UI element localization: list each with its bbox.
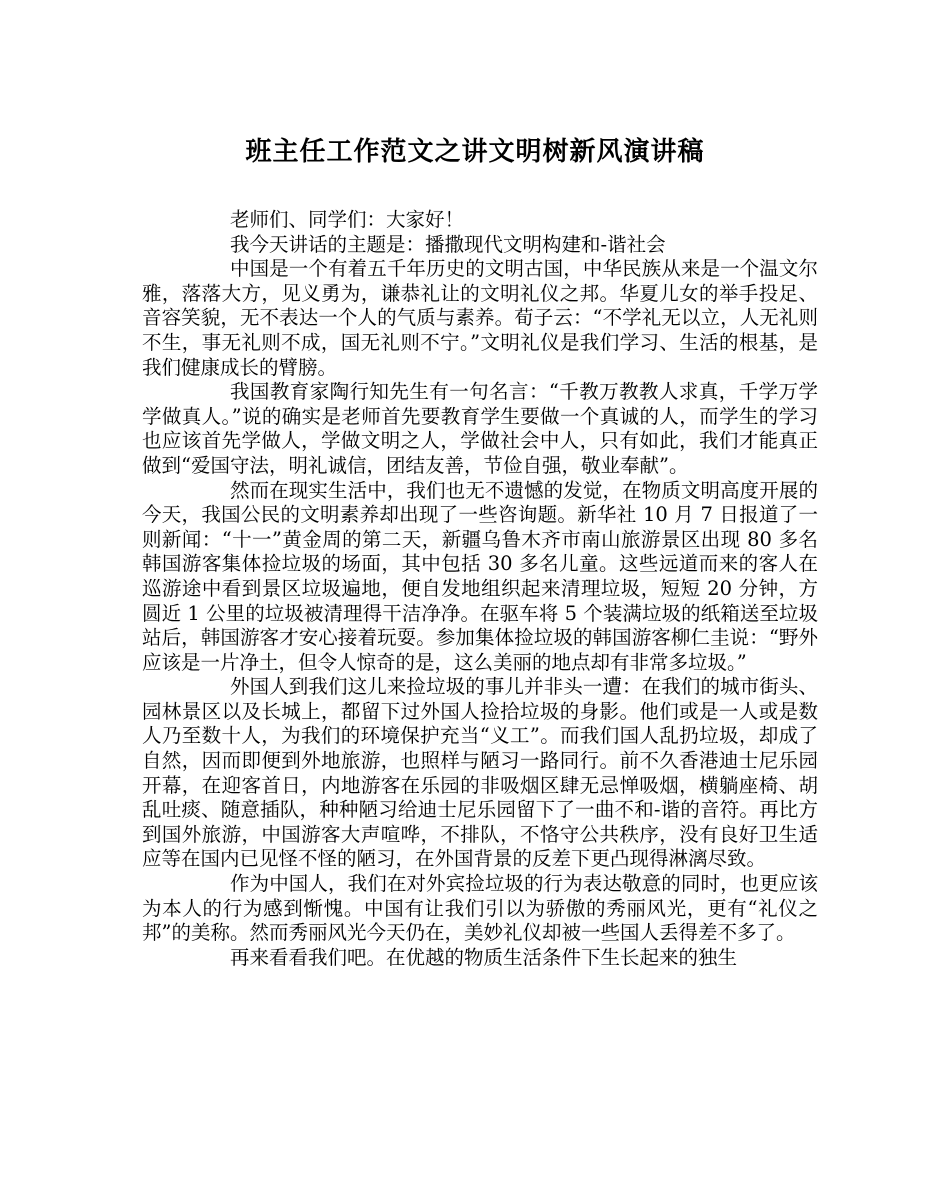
body-paragraph: 再来看看我们吧。在优越的物质生活条件下生长起来的独生 <box>230 945 738 969</box>
greeting-paragraph: 老师们、同学们：大家好！ <box>230 208 465 231</box>
body-paragraph: 中国是一个有着五千年历史的文明古国，中华民族从来是一个温文尔雅，落落大方，见义勇为，谦恭礼让的文明礼仪之邦。华夏儿女的举手投足、音容笑貌，无不表达一个人的气质与素养。荀子云：“不学礼无以立，人无礼则不生，事无礼则不成，国无礼则不宁。”文明礼仪是我们学习、生活的根基，是我们健康成长的臂膀。 <box>142 257 818 379</box>
body-paragraph: 作为中国人，我们在对外宾捡垃圾的行为表达敬意的同时，也更应该为本人的行为感到惭愧。中国有让我们引以为骄傲的秀丽风光，更有“礼仪之邦”的美称。然而秀丽风光今天仍在，美妙礼仪却被一些国人丢得差不多了。 <box>142 872 818 945</box>
document-title: 班主任工作范文之讲文明树新风演讲稿 <box>245 137 705 167</box>
body-paragraph: 外国人到我们这儿来捡垃圾的事儿并非头一遭：在我们的城市街头、园林景区以及长城上，都留下过外国人捡拾垃圾的身影。他们或是一人或是数人乃至数十人，为我们的环境保护充当“义工”。而我们国人乱扔垃圾，却成了自然，因而即便到外地旅游，也照样与陋习一路同行。前不久香港迪士尼乐园开幕，在迎客首日，内地游客在乐园的非吸烟区肆无忌惮吸烟，横躺座椅、胡乱吐痰、随意插队，种种陋习给迪士尼乐园留下了一曲不和-谐的音符。再比方到国外旅游，中国游客大声喧哗，不排队，不恪守公共秩序，没有良好卫生适应等在国内已见怪不怪的陋习，在外国背景的反差下更凸现得淋漓尽致。 <box>142 675 818 871</box>
document-body <box>142 208 818 970</box>
theme-paragraph: 我今天讲话的主题是：播撒现代文明构建和-谐社会 <box>230 232 666 256</box>
body-paragraph: 我国教育家陶行知先生有一句名言：“千教万教教人求真，千学万学学做真人。”说的确实是老师首先要教育学生要做一个真诚的人，而学生的学习也应该首先学做人，学做文明之人，学做社会中人，只有如此，我们才能真正做到“爱国守法，明礼诚信，团结友善，节俭自强，敬业奉献”。 <box>142 380 818 477</box>
body-paragraph: 然而在现实生活中，我们也无不遗憾的发觉，在物质文明高度开展的今天，我国公民的文明素养却出现了一些咨询题。新华社 10 月 7 日报道了一则新闻：“十一”黄金周的第二天，新疆乌鲁木齐市南山旅游景区出现 80 多名韩国游客集体捡垃圾的场面，其中包括 30 多名儿童。这些远道而来的客人在巡游途中看到景区垃圾遍地，便自发地组织起来清理垃圾，短短 20 分钟，方圆近 1 公里的垃圾被清理得干洁净净。在驱车将 5 个装满垃圾的纸箱送至垃圾站后，韩国游客才安心接着玩耍。参加集体捡垃圾的韩国游客柳仁圭说：“野外应该是一片净土，但令人惊奇的是，这么美丽的地点却有非常多垃圾。” <box>142 478 818 674</box>
